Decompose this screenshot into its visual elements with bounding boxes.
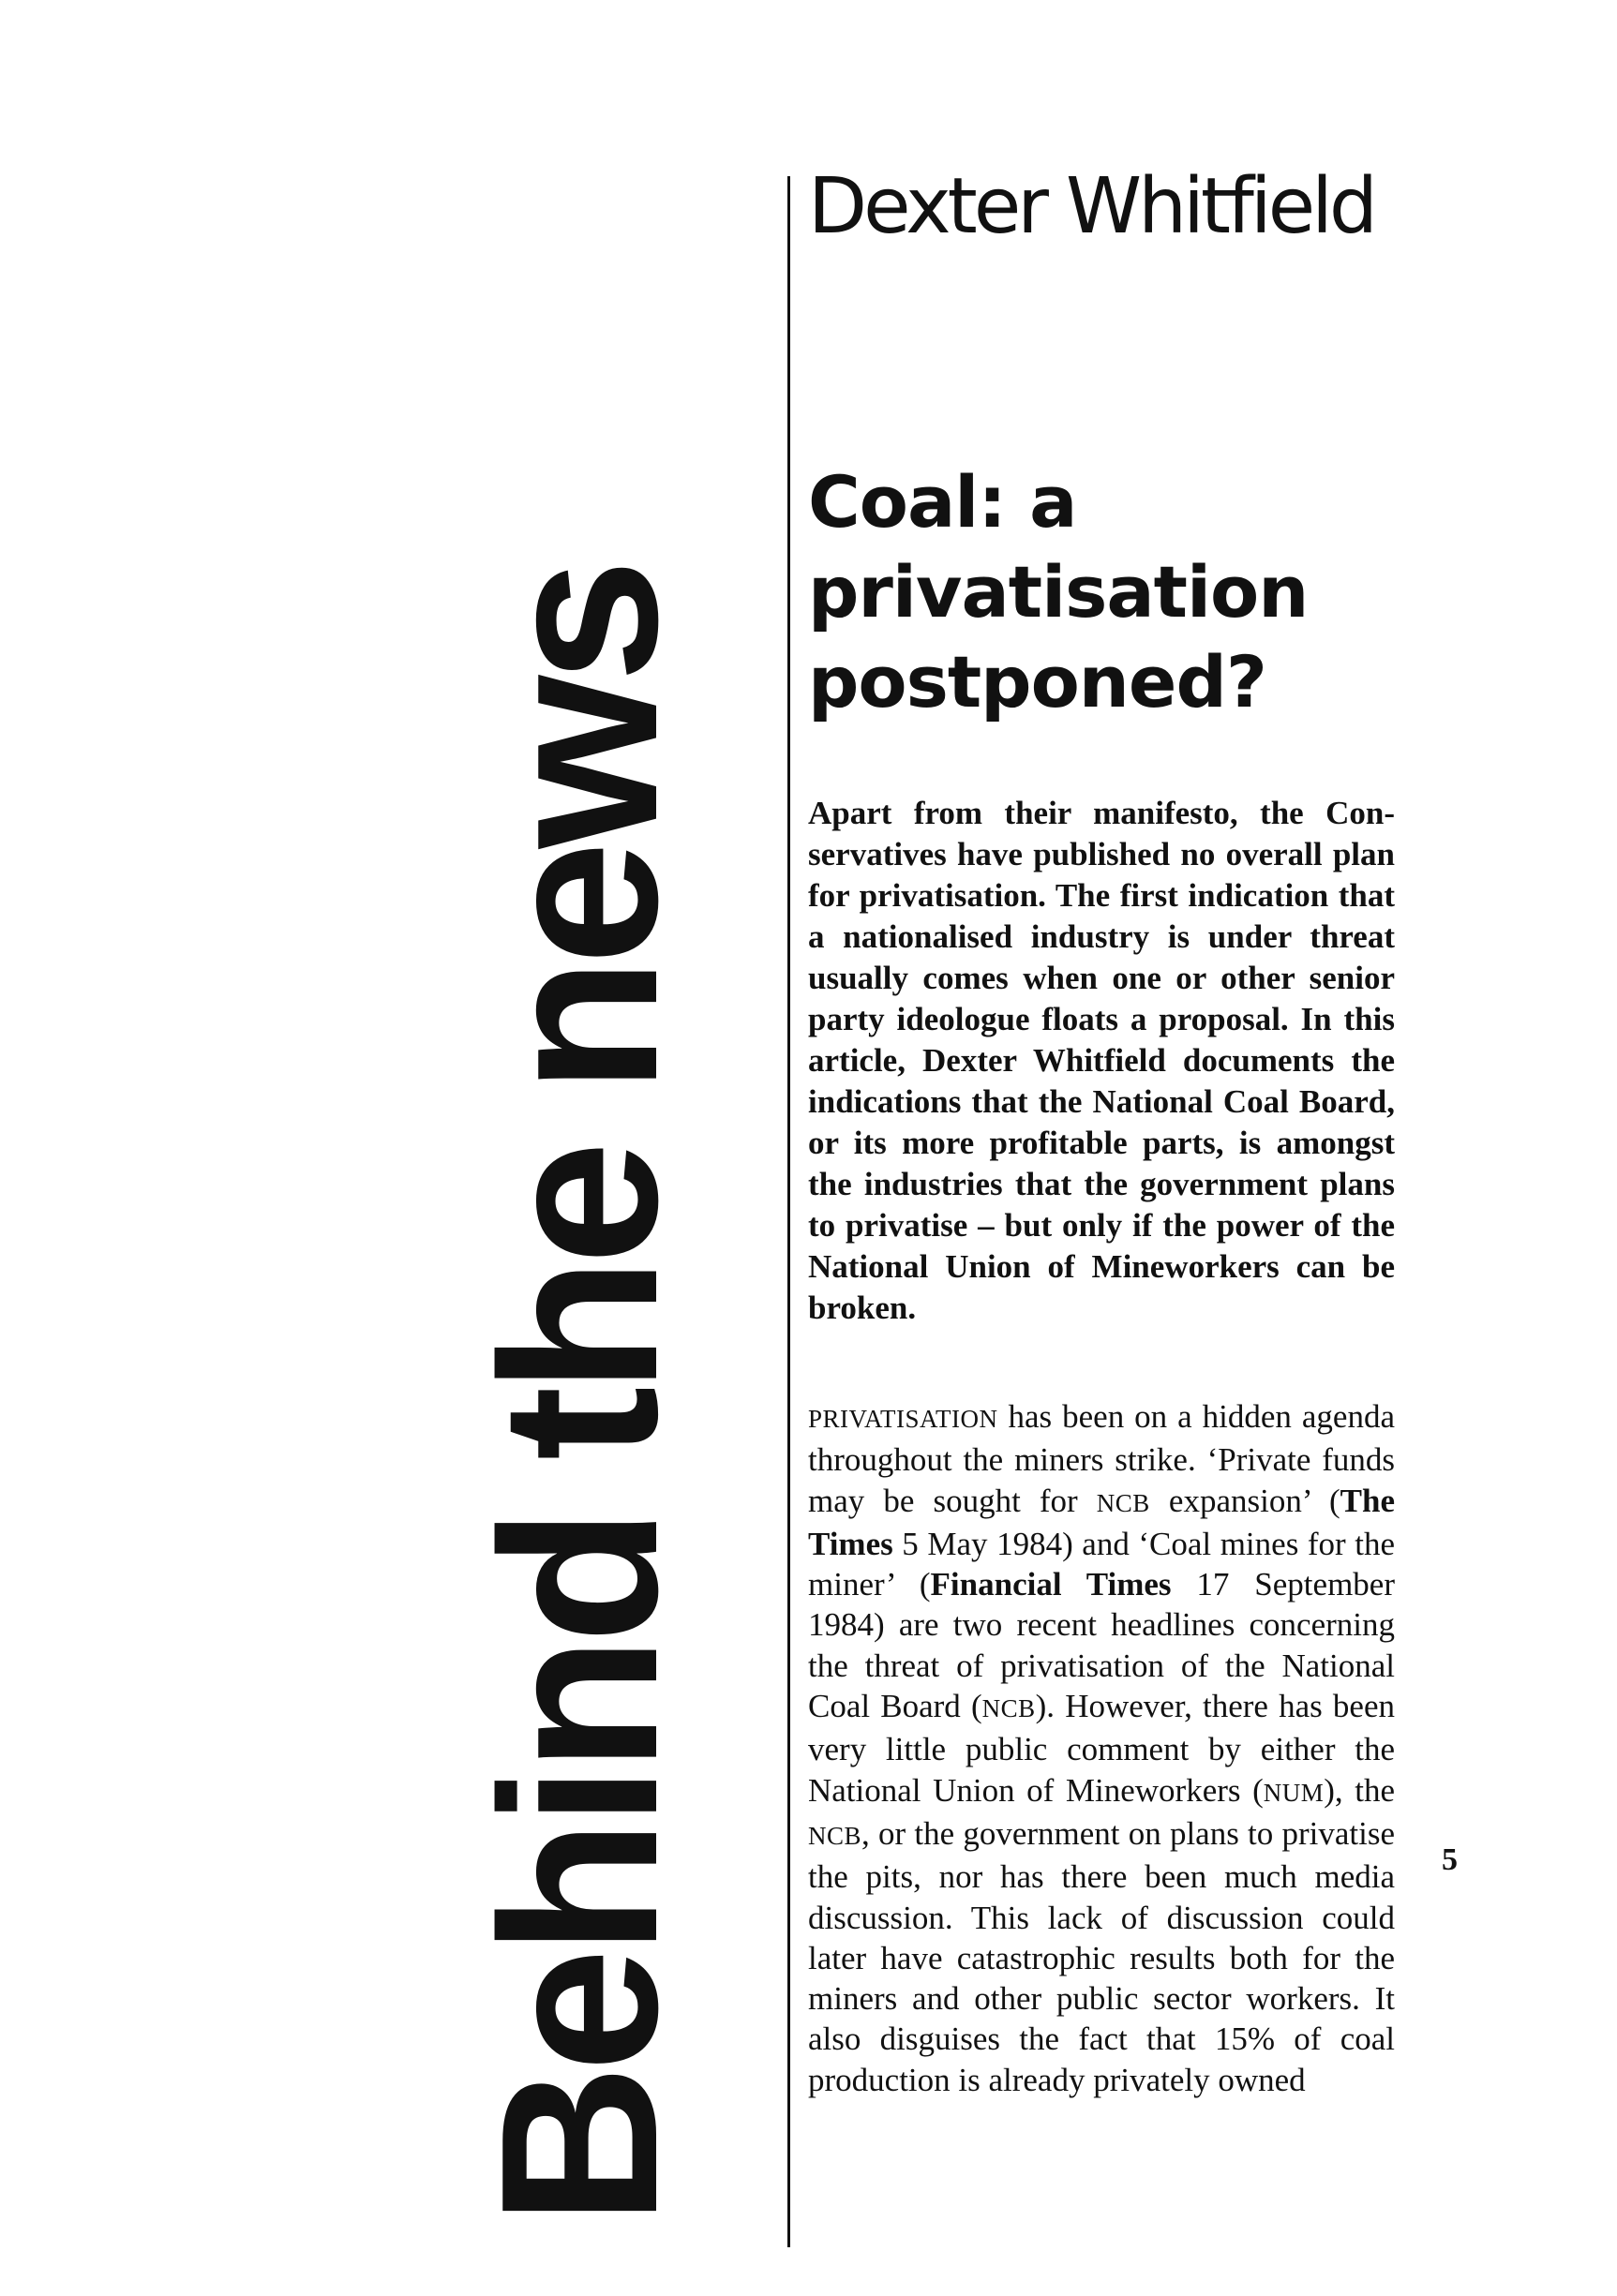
body-text-segment: has been on a hidden agenda throughout the miners strike. ‘Private funds may be sought for	[808, 1398, 1395, 1519]
article-body	[808, 1396, 1395, 2100]
author-name: Dexter Whitfield	[808, 162, 1374, 251]
section-title-vertical: Behind the news	[456, 566, 704, 2226]
abbreviation-ncb: NCB	[1096, 1488, 1150, 1517]
page-number: 5	[1442, 1842, 1458, 1877]
body-text-segment: 17 September 1984) are two recent headlines concerning the threat of privatisation of the National Coal Board (	[808, 1566, 1395, 1725]
article-headline: Coal: a privatisation postponed?	[808, 460, 1309, 723]
source-citation: Financial Times	[930, 1566, 1172, 1603]
abbreviation-ncb: NCB	[808, 1821, 862, 1850]
article-standfirst: Apart from their manifesto, the Conservatives have published no overall plan for privatisation. The first indication that a nationalised industry is under threat usually comes when one or other senior party ideologue floats a proposal. In this article, Dexter Whitfield documents the indications that the National Coal Board, or its more profitable parts, is amongst the industries that the government plans to privatise – but only if the power of the National Union of Mineworkers can be broken.	[808, 795, 1395, 1326]
lead-word: PRIVATISATION	[808, 1405, 998, 1433]
body-text-segment: , or the government on plans to privatise the pits, nor has there been much media discussion. This lack of discussion could later have catastrophic results both for the miners and other public sector workers. It also disguises the fact that 15% of coal production is already privately owned	[808, 1814, 1395, 2098]
body-text-segment: expansion’ (	[1149, 1482, 1340, 1519]
abbreviation-ncb: NCB	[981, 1694, 1036, 1723]
body-text-segment: ), the	[1324, 1771, 1396, 1809]
column-divider	[787, 176, 790, 2247]
source-citation: The Times	[808, 1482, 1395, 1562]
body-text-segment: 5 May 1984) and ‘Coal mines for the miner’ (	[808, 1525, 1395, 1603]
abbreviation-num: NUM	[1263, 1778, 1325, 1807]
body-text-segment: ). However, there has been very little public comment by either the National Union of Mineworkers (	[808, 1688, 1395, 1809]
